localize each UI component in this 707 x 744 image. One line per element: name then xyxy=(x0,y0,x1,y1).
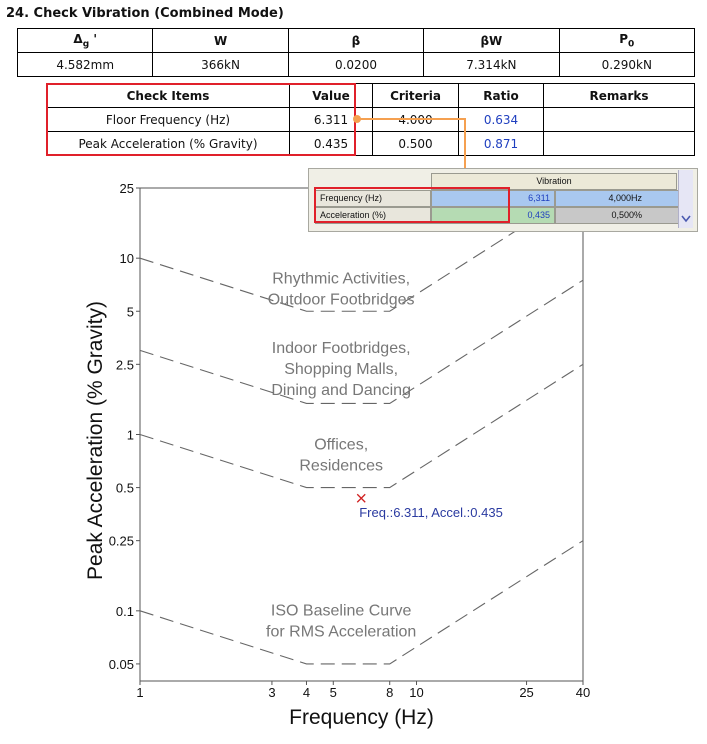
y-tick-label: 5 xyxy=(126,304,134,320)
y-tick-label: 0.5 xyxy=(115,480,134,496)
curve-label-3: Residences xyxy=(299,457,383,475)
row-acceleration-criteria: 0.500 xyxy=(373,132,459,156)
curve-label-2: Dining and Dancing xyxy=(271,381,411,399)
x-tick-label: 40 xyxy=(575,685,591,700)
header-value: Value xyxy=(290,84,373,108)
value-w: 366kN xyxy=(153,53,288,77)
header-beta-w: βW xyxy=(424,29,559,53)
value-beta-w: 7.314kN xyxy=(424,53,559,77)
y-tick-label: 2.5 xyxy=(115,357,134,373)
y-tick-label: 0.1 xyxy=(115,603,134,619)
panel-acceleration-label: Acceleration (%) xyxy=(315,207,431,224)
row-acceleration-item: Peak Acceleration (% Gravity) xyxy=(47,132,290,156)
scroll-down-icon xyxy=(682,216,690,221)
header-p0: $P_0$ xyxy=(559,29,694,53)
header-remarks: Remarks xyxy=(544,84,695,108)
curve-label-2: Shopping Malls, xyxy=(284,360,399,378)
x-tick-label: 3 xyxy=(268,685,276,700)
header-beta: β xyxy=(288,29,423,53)
y-tick-label: 10 xyxy=(119,251,134,267)
curve-label-4: ISO Baseline Curve xyxy=(270,602,412,620)
x-axis-label: Frequency (Hz) xyxy=(289,706,434,729)
vibration-panel xyxy=(308,168,698,232)
row-frequency-value: 6.311 xyxy=(290,108,373,132)
y-tick-label: 1 xyxy=(126,427,134,443)
panel-frequency-criteria[interactable]: 4,000Hz xyxy=(555,190,683,207)
x-tick-label: 25 xyxy=(519,685,534,700)
value-delta: 4.582mm xyxy=(18,53,153,77)
x-tick-label: 1 xyxy=(136,685,144,700)
x-tick-label: 5 xyxy=(329,685,337,700)
x-tick-label: 4 xyxy=(302,685,311,700)
curve-label-4: for RMS Acceleration xyxy=(266,623,417,641)
value-beta: 0.0200 xyxy=(288,53,423,77)
row-frequency-ratio: 0.634 xyxy=(459,108,544,132)
result-label: Freq.:6.311, Accel.:0.435 xyxy=(359,505,503,521)
panel-header: Vibration xyxy=(431,173,677,190)
row-frequency-item: Floor Frequency (Hz) xyxy=(47,108,290,132)
header-criteria: Criteria xyxy=(373,84,459,108)
y-tick-label: 0.25 xyxy=(108,533,134,549)
y-tick-label: 25 xyxy=(119,181,134,196)
header-check-items: Check Items xyxy=(47,84,290,108)
x-tick-label: 10 xyxy=(409,685,424,700)
header-delta: $\Delta_g$ ' xyxy=(18,29,153,53)
row-acceleration-value: 0.435 xyxy=(290,132,373,156)
panel-header-row xyxy=(431,173,677,190)
curve-label-2: Indoor Footbridges, xyxy=(271,339,411,357)
header-ratio: Ratio xyxy=(459,84,544,108)
row-acceleration-ratio: 0.871 xyxy=(459,132,544,156)
y-axis-label: Peak Acceleration (% Gravity) xyxy=(84,301,107,580)
x-tick-label: 8 xyxy=(386,685,394,700)
connector-dot-start xyxy=(353,115,361,123)
y-tick-label: 0.05 xyxy=(108,656,134,672)
panel-frequency-value[interactable]: 6,311 xyxy=(431,190,555,207)
panel-acceleration-criteria[interactable]: 0,500% xyxy=(555,207,683,224)
value-p0: 0.290kN xyxy=(559,53,694,77)
panel-scrollbar[interactable] xyxy=(678,170,693,228)
curve-label-3: Offices, xyxy=(314,436,369,454)
panel-frequency-label: Frequency (Hz) xyxy=(315,190,431,207)
section-title: 24. Check Vibration (Combined Mode) xyxy=(6,6,284,21)
panel-acceleration-value[interactable]: 0,435 xyxy=(431,207,555,224)
row-frequency-criteria: 4.000 xyxy=(373,108,459,132)
header-w: W xyxy=(153,29,288,53)
curve-label-1: Rhythmic Activities, xyxy=(272,270,411,288)
curve-label-1: Outdoor Footbridges xyxy=(267,291,415,309)
